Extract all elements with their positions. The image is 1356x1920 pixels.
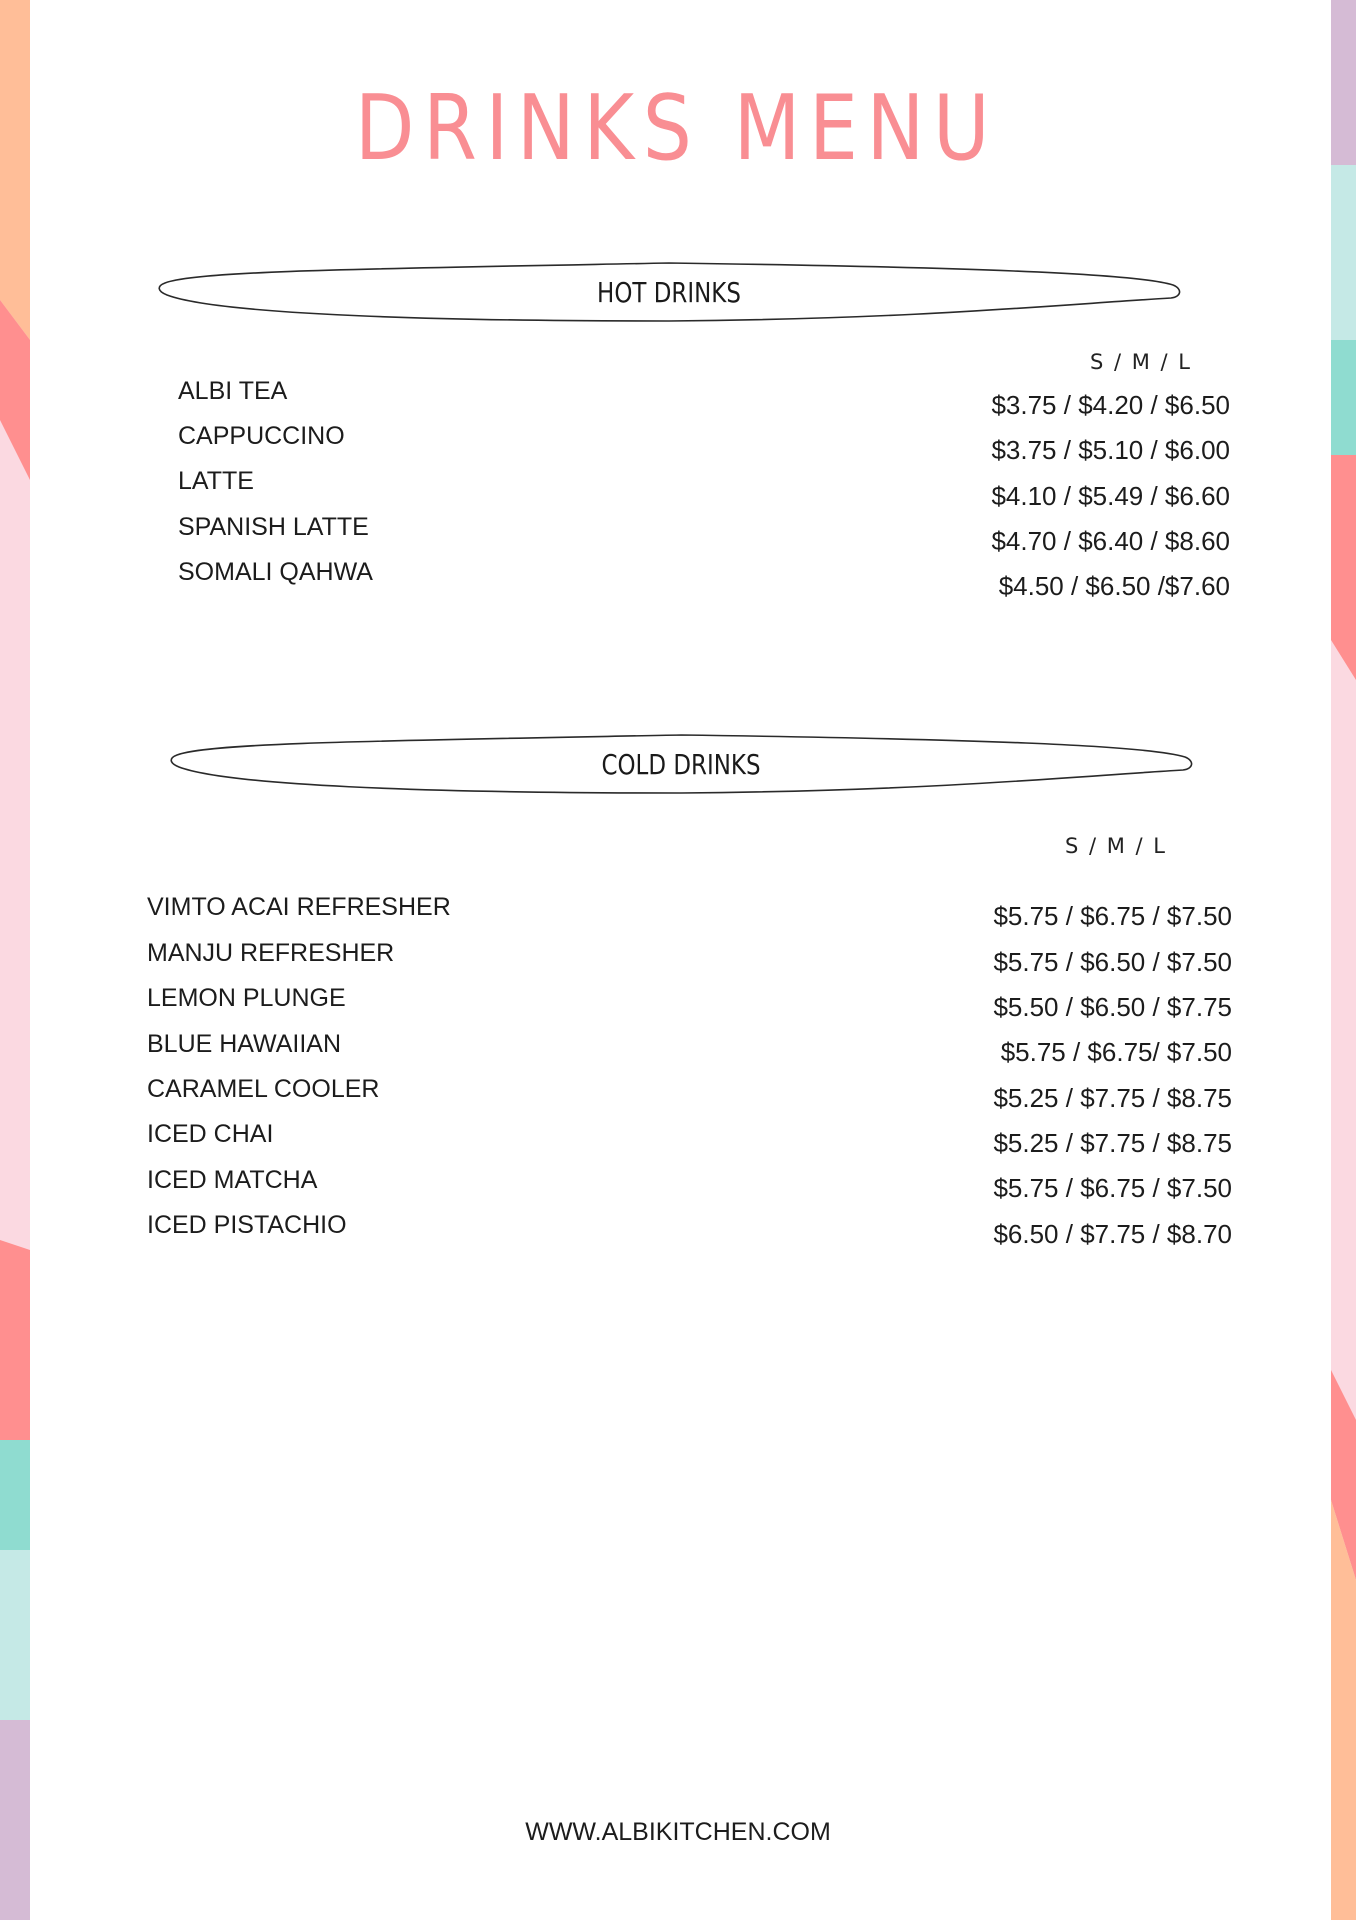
- item-price: $4.10 / $5.49 / $6.60: [991, 481, 1230, 511]
- cold-size-header: S / M / L: [1065, 834, 1167, 858]
- list-item: ICED CHAI: [147, 1120, 274, 1148]
- list-item: ICED PISTACHIO: [147, 1211, 347, 1239]
- list-item: SOMALI QAHWA: [178, 558, 373, 586]
- item-price: $3.75 / $4.20 / $6.50: [991, 390, 1230, 420]
- hot-size-header: S / M / L: [1090, 350, 1192, 374]
- item-price: $5.50 / $6.50 / $7.75: [993, 992, 1232, 1022]
- item-price: $5.75 / $6.75 / $7.50: [993, 1173, 1232, 1203]
- cold-drinks-heading: COLD DRINKS: [601, 747, 761, 781]
- list-item: ICED MATCHA: [147, 1166, 318, 1194]
- cold-drinks-banner: [167, 733, 1195, 795]
- hot-drinks-banner: [155, 261, 1183, 323]
- list-item: BLUE HAWAIIAN: [147, 1030, 342, 1058]
- list-item: VIMTO ACAI REFRESHER: [147, 893, 451, 921]
- list-item: LATTE: [178, 467, 254, 495]
- item-price: $3.75 / $5.10 / $6.00: [991, 435, 1230, 465]
- item-price: $5.75 / $6.50 / $7.50: [993, 947, 1232, 977]
- item-price: $5.75 / $6.75 / $7.50: [993, 901, 1232, 931]
- left-decorative-stripe: [0, 0, 30, 1920]
- hot-drinks-heading: HOT DRINKS: [597, 275, 741, 309]
- item-price: $5.25 / $7.75 / $8.75: [993, 1083, 1232, 1113]
- item-price: $5.25 / $7.75 / $8.75: [993, 1128, 1232, 1158]
- list-item: MANJU REFRESHER: [147, 939, 395, 967]
- list-item: CARAMEL COOLER: [147, 1075, 380, 1103]
- website-footer: WWW.ALBIKITCHEN.COM: [525, 1818, 831, 1846]
- list-item: LEMON PLUNGE: [147, 984, 346, 1012]
- list-item: ALBI TEA: [178, 377, 288, 405]
- right-decorative-stripe: [1331, 0, 1356, 1920]
- item-price: $5.75 / $6.75/ $7.50: [1000, 1037, 1232, 1067]
- item-price: $4.50 / $6.50 /$7.60: [998, 571, 1230, 601]
- list-item: CAPPUCCINO: [178, 422, 345, 450]
- menu-title: DRINKS MENU: [354, 76, 999, 181]
- list-item: SPANISH LATTE: [178, 513, 369, 541]
- item-price: $6.50 / $7.75 / $8.70: [993, 1219, 1232, 1249]
- item-price: $4.70 / $6.40 / $8.60: [991, 526, 1230, 556]
